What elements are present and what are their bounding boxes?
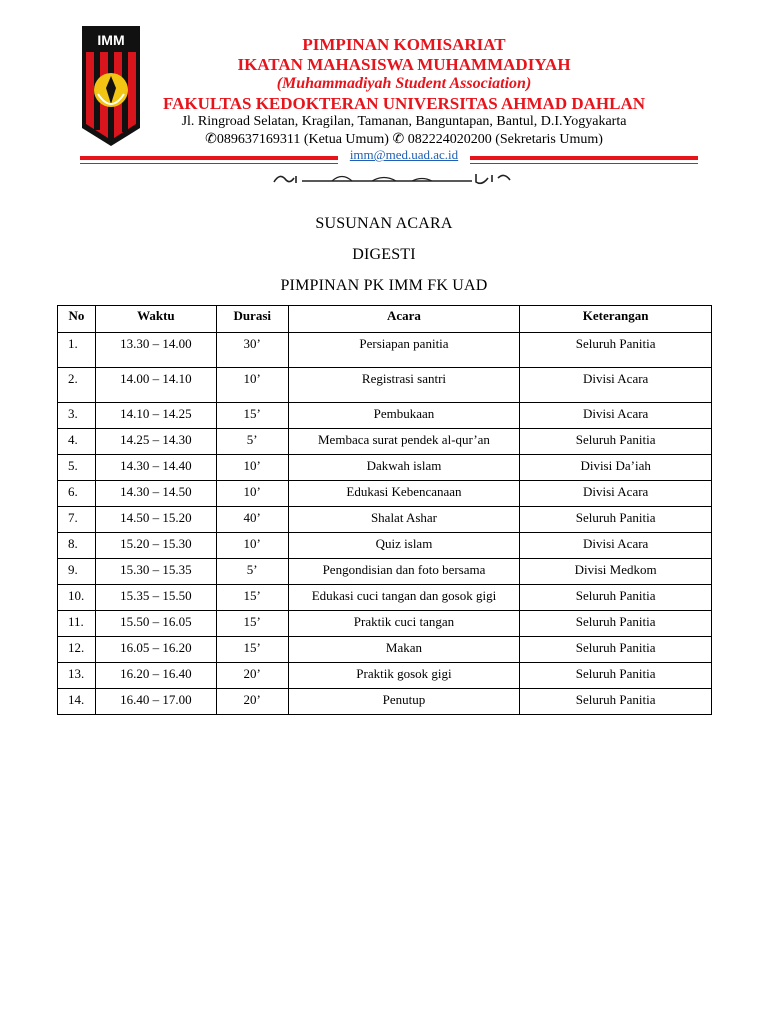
cell-keterangan: Seluruh Panitia (520, 333, 712, 368)
cell-waktu: 14.10 – 14.25 (95, 403, 216, 429)
cell-waktu: 13.30 – 14.00 (95, 333, 216, 368)
table-row (58, 637, 712, 663)
header-rule-right-thin (470, 163, 698, 164)
table-row (58, 611, 712, 637)
table-row (58, 403, 712, 429)
cell-durasi: 15’ (216, 611, 288, 637)
cell-no: 13. (58, 663, 96, 689)
imm-logo (80, 24, 142, 148)
header-rule-right-thick (470, 156, 698, 160)
cell-no: 1. (58, 333, 96, 368)
table-row (58, 533, 712, 559)
doc-subtitle: DIGESTI (352, 246, 416, 263)
table-row (58, 481, 712, 507)
table-row (58, 585, 712, 611)
cell-acara: Shalat Ashar (288, 507, 520, 533)
cell-waktu: 14.50 – 15.20 (95, 507, 216, 533)
table-row (58, 455, 712, 481)
cell-durasi: 20’ (216, 663, 288, 689)
cell-waktu: 14.30 – 14.50 (95, 481, 216, 507)
cell-keterangan: Divisi Acara (520, 533, 712, 559)
cell-acara: Edukasi cuci tangan dan gosok gigi (288, 585, 520, 611)
cell-durasi: 10’ (216, 533, 288, 559)
basmalah-calligraphy (272, 168, 516, 188)
table-row (58, 559, 712, 585)
faculty-name: FAKULTAS KEDOKTERAN UNIVERSITAS AHMAD DAHLAN (162, 94, 646, 113)
email-link[interactable]: imm@med.uad.ac.id (349, 147, 459, 162)
cell-durasi: 15’ (216, 403, 288, 429)
cell-waktu: 15.20 – 15.30 (95, 533, 216, 559)
cell-durasi: 10’ (216, 368, 288, 403)
cell-keterangan: Seluruh Panitia (520, 611, 712, 637)
cell-durasi: 40’ (216, 507, 288, 533)
cell-durasi: 15’ (216, 637, 288, 663)
cell-waktu: 16.05 – 16.20 (95, 637, 216, 663)
table-row (58, 333, 712, 368)
col-header-keterangan: Keterangan (520, 306, 712, 333)
org-name-line1: PIMPINAN KOMISARIAT (302, 35, 506, 54)
org-name-line2: IKATAN MAHASISWA MUHAMMADIYAH (237, 55, 571, 74)
cell-keterangan: Seluruh Panitia (520, 429, 712, 455)
logo-text: IMM (97, 32, 125, 48)
cell-acara: Penutup (288, 689, 520, 715)
col-header-durasi: Durasi (216, 306, 288, 333)
cell-waktu: 15.30 – 15.35 (95, 559, 216, 585)
cell-no: 7. (58, 507, 96, 533)
cell-acara: Quiz islam (288, 533, 520, 559)
cell-no: 3. (58, 403, 96, 429)
cell-no: 6. (58, 481, 96, 507)
col-header-waktu: Waktu (95, 306, 216, 333)
cell-keterangan: Divisi Da’iah (520, 455, 712, 481)
table-row (58, 689, 712, 715)
cell-waktu: 14.30 – 14.40 (95, 455, 216, 481)
col-header-no: No (58, 306, 96, 333)
doc-title: SUSUNAN ACARA (315, 215, 453, 232)
cell-waktu: 14.00 – 14.10 (95, 368, 216, 403)
header-rule-left-thick (80, 156, 338, 160)
cell-no: 2. (58, 368, 96, 403)
cell-acara: Edukasi Kebencanaan (288, 481, 520, 507)
cell-waktu: 14.25 – 14.30 (95, 429, 216, 455)
phone-numbers: ✆089637169311 (Ketua Umum) ✆ 082224020200 (Sekretaris Umum) (205, 132, 603, 147)
cell-no: 8. (58, 533, 96, 559)
cell-acara: Praktik cuci tangan (288, 611, 520, 637)
cell-durasi: 30’ (216, 333, 288, 368)
cell-keterangan: Divisi Acara (520, 481, 712, 507)
cell-waktu: 15.35 – 15.50 (95, 585, 216, 611)
cell-no: 9. (58, 559, 96, 585)
cell-acara: Praktik gosok gigi (288, 663, 520, 689)
cell-no: 11. (58, 611, 96, 637)
address: Jl. Ringroad Selatan, Kragilan, Tamanan, Banguntapan, Bantul, D.I.Yogyakarta (181, 114, 627, 129)
cell-keterangan: Divisi Medkom (520, 559, 712, 585)
cell-acara: Membaca surat pendek al-qur’an (288, 429, 520, 455)
cell-keterangan: Seluruh Panitia (520, 585, 712, 611)
org-name-english: (Muhammadiyah Student Association) (276, 75, 532, 92)
cell-acara: Dakwah islam (288, 455, 520, 481)
cell-no: 14. (58, 689, 96, 715)
cell-keterangan: Seluruh Panitia (520, 663, 712, 689)
cell-keterangan: Divisi Acara (520, 403, 712, 429)
cell-durasi: 10’ (216, 481, 288, 507)
cell-keterangan: Divisi Acara (520, 368, 712, 403)
cell-durasi: 15’ (216, 585, 288, 611)
table-row (58, 663, 712, 689)
cell-acara: Persiapan panitia (288, 333, 520, 368)
cell-no: 10. (58, 585, 96, 611)
header-rule-left-thin (80, 163, 338, 164)
cell-keterangan: Seluruh Panitia (520, 637, 712, 663)
schedule-table (57, 305, 712, 715)
table-row (58, 368, 712, 403)
cell-durasi: 5’ (216, 559, 288, 585)
cell-waktu: 16.40 – 17.00 (95, 689, 216, 715)
cell-acara: Pembukaan (288, 403, 520, 429)
cell-durasi: 20’ (216, 689, 288, 715)
cell-waktu: 15.50 – 16.05 (95, 611, 216, 637)
col-header-acara: Acara (288, 306, 520, 333)
doc-organizer: PIMPINAN PK IMM FK UAD (280, 277, 488, 294)
cell-waktu: 16.20 – 16.40 (95, 663, 216, 689)
cell-no: 4. (58, 429, 96, 455)
cell-acara: Makan (288, 637, 520, 663)
cell-no: 12. (58, 637, 96, 663)
cell-durasi: 10’ (216, 455, 288, 481)
table-row (58, 429, 712, 455)
cell-keterangan: Seluruh Panitia (520, 689, 712, 715)
cell-durasi: 5’ (216, 429, 288, 455)
cell-acara: Pengondisian dan foto bersama (288, 559, 520, 585)
cell-acara: Registrasi santri (288, 368, 520, 403)
cell-keterangan: Seluruh Panitia (520, 507, 712, 533)
table-header-row (58, 306, 712, 333)
cell-no: 5. (58, 455, 96, 481)
table-row (58, 507, 712, 533)
